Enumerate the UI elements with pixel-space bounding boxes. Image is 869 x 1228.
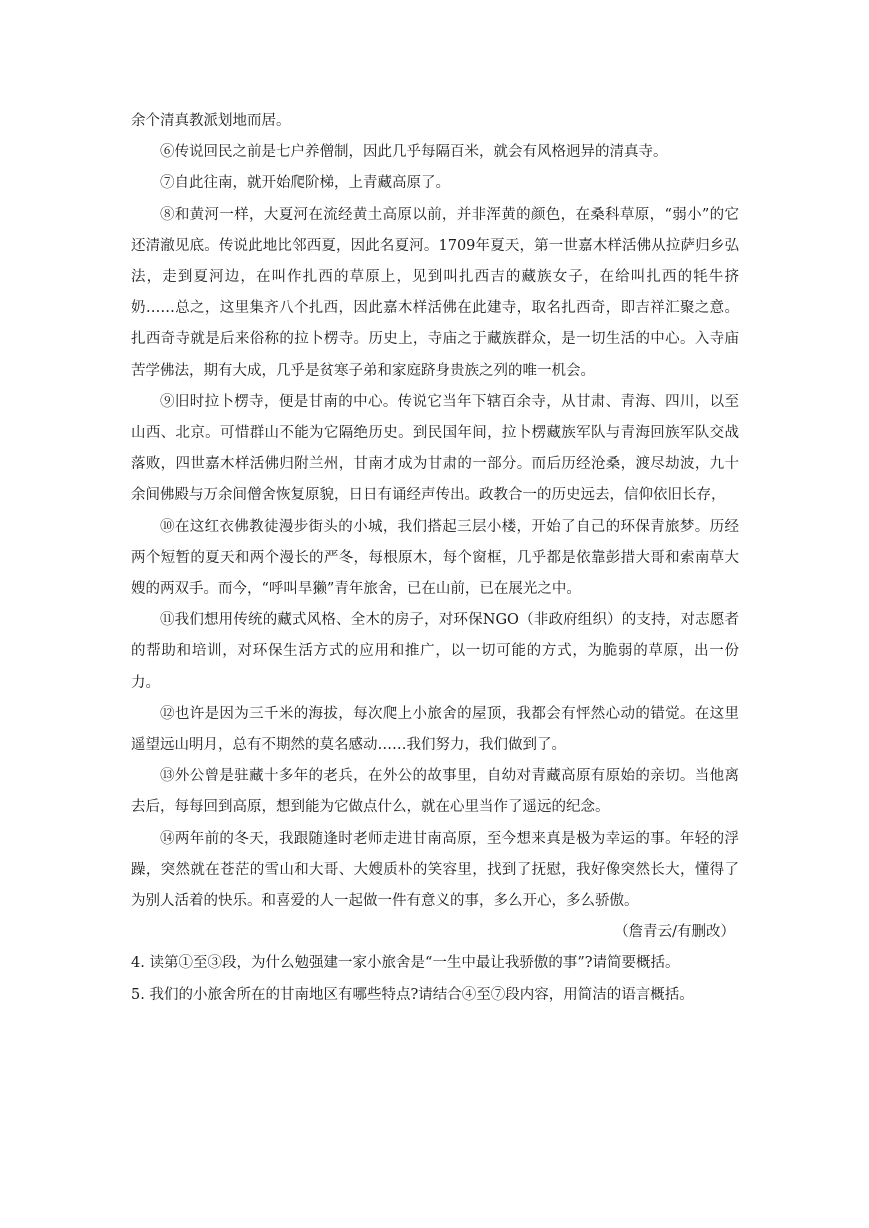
paragraph-10: ⑩在这红衣佛教徒漫步街头的小城，我们搭起三层小楼，开始了自己的环保青旅梦。历经两个短暂的夏天和两个漫长的严冬，每根原木，每个窗框，几乎都是依靠彭措大哥和索南草大嫂的两双手。而今，“呼叫旱獭”青年旅舍，已在山前，已在展光之中。 (131, 518, 739, 598)
paragraph-14: ⑭两年前的冬天，我跟随逢时老师走进甘南高原，至今想来真是极为幸运的事。年轻的浮躁，突然就在苍茫的雪山和大哥、大嫂质朴的笑容里，找到了抚慰，我好像突然长大，懂得了为别人活着的快乐。和喜爱的人一起做一件有意义的事，多么开心，多么骄傲。 (131, 830, 739, 910)
paragraph-8: ⑧和黄河一样，大夏河在流经黄土高原以前，并非浑黄的颜色，在桑科草原，“弱小”的它还清澈见底。传说此地比邻西夏，因此名夏河。1709年夏天，第一世嘉木样活佛从拉萨归乡弘法，走到夏河边，在叫作扎西的草原上，见到叫扎西吉的藏族女子，在给叫扎西的牦牛挤奶……总之，这里集齐八个扎西，因此嘉木样活佛在此建寺，取名扎西奇，即吉祥汇聚之意。扎西奇寺就是后来俗称的拉卜楞寺。历史上，寺庙之于藏族群众，是一切生活的中心。入寺庙苦学佛法，期有大成，几乎是贫寒子弟和家庭跻身贵族之列的唯一机会。 (131, 206, 739, 379)
paragraph-12: ⑫也许是因为三千米的海拔，每次爬上小旅舍的屋顶，我都会有怦然心动的错觉。在这里遥望远山明月，总有不期然的莫名感动……我们努力，我们做到了。 (131, 705, 739, 754)
document-page (131, 106, 739, 1011)
paragraph-6: ⑥传说回民之前是七户养僧制，因此几乎每隔百米，就会有风格迥异的清真寺。 (160, 144, 668, 161)
paragraph-9: ⑨旧时拉卜楞寺，便是甘南的中心。传说它当年下辖百余寺，从甘肃、青海、四川，以至山西、北京。可惜群山不能为它隔绝历史。到民国年间，拉卜楞藏族军队与青海回族军队交战落败，四世嘉木样活佛归附兰州，甘南才成为甘肃的一部分。而后历经沧桑，渡尽劫波，九十余间佛殿与万余间僧舍恢复原貌，日日有诵经声传出。政教合一的历史远去，信仰依旧长存， (131, 393, 739, 504)
paragraph-continuation: 余个清真教派划地而居。 (131, 113, 291, 129)
question-4: 4. 读第①至③段，为什么勉强建一家小旅舍是“一生中最让我骄傲的事”?请简要概括。 (131, 955, 680, 972)
paragraph-13: ⑬外公曾是驻藏十多年的老兵，在外公的故事里，自幼对青藏高原有原始的亲切。当他离去后，每每回到高原，想到能为它做点什么，就在心里当作了遥远的纪念。 (131, 768, 739, 816)
question-5: 5. 我们的小旅舍所在的甘南地区有哪些特点?请结合④至⑦段内容，用简洁的语言概括。 (131, 986, 694, 1003)
paragraph-7: ⑦自此往南，就开始爬阶梯，上青藏高原了。 (160, 175, 450, 192)
article-source: （詹青云/有删改） (614, 924, 735, 941)
paragraph-11: ⑪我们想用传统的藏式风格、全木的房子，对环保NGO（非政府组织）的支持，对志愿者的帮助和培训，对环保生活方式的应用和推广，以一切可能的方式，为脆弱的草原，出一份力。 (131, 612, 739, 691)
